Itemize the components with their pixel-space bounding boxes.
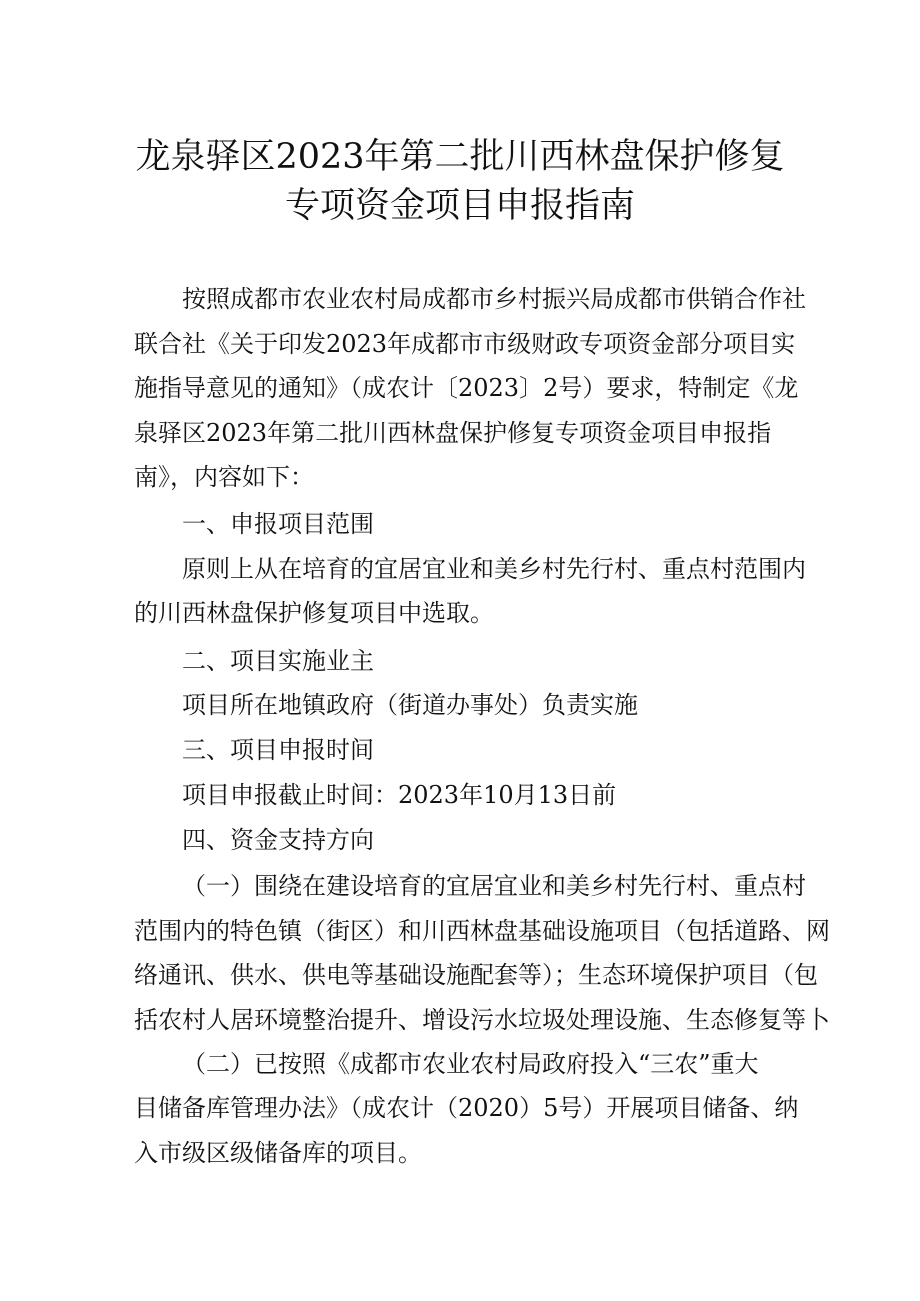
section-2-line: 项目所在地镇政府（街道办事处）负责实施 xyxy=(182,691,638,719)
section-1-line-1: 原则上从在培育的宜居宜业和美乡村先行村、重点村范围内 xyxy=(182,555,806,583)
section-3-heading: 三、项目申报时间 xyxy=(182,736,374,764)
section-1-line-2: 的川西林盘保护修复项目中选取。 xyxy=(134,599,494,627)
intro-line-2: 联合社《关于印发2023年成都市市级财政专项资金部分项目实 xyxy=(134,330,796,358)
section-1-heading: 一、申报项目范围 xyxy=(182,510,374,538)
section-4-item-2-line-2: 目储备库管理办法》（成农计（2020）5号）开展项目储备、纳 xyxy=(134,1094,799,1122)
section-4-item-1-line-3: 络通讯、供水、供电等基础设施配套等）；生态环境保护项目（包 xyxy=(134,961,818,989)
section-4-item-1-line-2: 范围内的特色镇（街区）和川西林盘基础设施项目（包括道路、网 xyxy=(134,917,830,945)
section-3-line: 项目申报截止时间：2023年10月13日前 xyxy=(182,781,617,809)
intro-line-1: 按照成都市农业农村局成都市乡村振兴局成都市供销合作社 xyxy=(182,285,806,313)
intro-line-3: 施指导意见的通知》（成农计〔2023〕2号）要求，特制定《龙 xyxy=(134,374,799,402)
section-2-heading: 二、项目实施业主 xyxy=(182,647,374,675)
section-4-item-1-line-4: 括农村人居环境整治提升、增设污水垃圾处理设施、生态修复等卜 xyxy=(134,1006,830,1034)
section-4-item-1-line-1: （一）围绕在建设培育的宜居宜业和美乡村先行村、重点村 xyxy=(182,872,806,900)
document-title-line-2: 专项资金项目申报指南 xyxy=(284,186,635,226)
section-4-item-2-line-1: （二）已按照《成都市农业农村局政府投入“三农”重大 xyxy=(182,1050,759,1078)
section-4-item-2-line-3: 入市级区级储备库的项目。 xyxy=(134,1139,422,1167)
intro-line-5: 南》，内容如下： xyxy=(134,463,314,491)
document-title-line-1: 龙泉驿区2023年第二批川西林盘保护修复 xyxy=(135,137,785,177)
intro-line-4: 泉驿区2023年第二批川西林盘保护修复专项资金项目申报指 xyxy=(134,419,772,447)
section-4-heading: 四、资金支持方向 xyxy=(182,826,374,854)
